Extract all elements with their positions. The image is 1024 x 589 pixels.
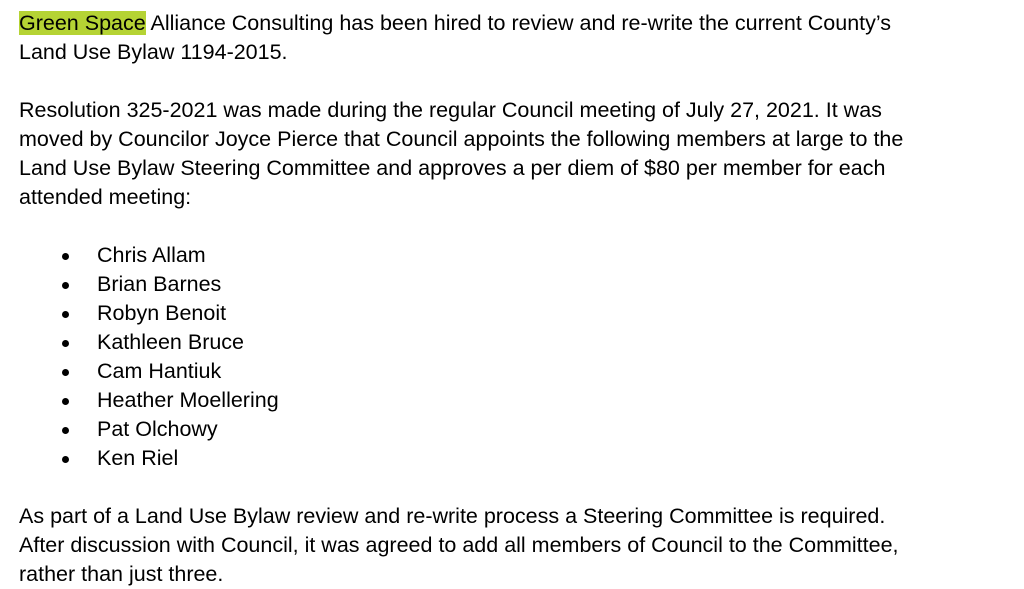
list-item: [19, 444, 1019, 473]
closing-line: rather than just three.: [19, 562, 224, 586]
document-page: [19, 9, 1019, 589]
paragraph-spacer: [19, 67, 1019, 96]
list-item: [19, 415, 1019, 444]
member-name: Kathleen Bruce: [97, 330, 245, 354]
member-name: Pat Olchowy: [97, 417, 218, 441]
bullet-icon: [62, 253, 69, 260]
closing-paragraph: [19, 502, 1019, 589]
list-item: [19, 299, 1019, 328]
member-name: Brian Barnes: [97, 272, 222, 296]
paragraph-spacer: [19, 473, 1019, 502]
list-item: [19, 270, 1019, 299]
list-item: [19, 241, 1019, 270]
member-name: Chris Allam: [97, 243, 206, 267]
member-name: Cam Hantiuk: [97, 359, 222, 383]
bullet-icon: [62, 282, 69, 289]
resolution-line: moved by Councilor Joyce Pierce that Council appoints the following members at large to the: [19, 127, 904, 151]
bullet-icon: [62, 311, 69, 318]
resolution-paragraph: [19, 96, 1019, 212]
member-name: Robyn Benoit: [97, 301, 227, 325]
resolution-line: attended meeting:: [19, 185, 192, 209]
list-item: [19, 386, 1019, 415]
highlighted-text: Green Space: [19, 11, 146, 35]
closing-line: As part of a Land Use Bylaw review and re-write process a Steering Committee is required.: [19, 504, 886, 528]
list-item: [19, 328, 1019, 357]
resolution-line: Land Use Bylaw Steering Committee and approves a per diem of $80 per member for each: [19, 156, 886, 180]
intro-line-2: Land Use Bylaw 1194-2015.: [19, 40, 288, 64]
bullet-icon: [62, 340, 69, 347]
bullet-icon: [62, 369, 69, 376]
bullet-icon: [62, 427, 69, 434]
intro-line-1-rest: Alliance Consulting has been hired to review and re-write the current County’s: [145, 11, 892, 35]
member-name: Heather Moellering: [97, 388, 279, 412]
intro-line-1: [19, 11, 891, 35]
paragraph-spacer: [19, 212, 1019, 241]
bullet-icon: [62, 398, 69, 405]
intro-paragraph: [19, 9, 1019, 67]
closing-line: After discussion with Council, it was agreed to add all members of Council to the Committee,: [19, 533, 899, 557]
bullet-icon: [62, 456, 69, 463]
member-list: [19, 241, 1019, 473]
list-item: [19, 357, 1019, 386]
resolution-line: Resolution 325-2021 was made during the regular Council meeting of July 27, 2021. It was: [19, 98, 882, 122]
member-name: Ken Riel: [97, 446, 179, 470]
